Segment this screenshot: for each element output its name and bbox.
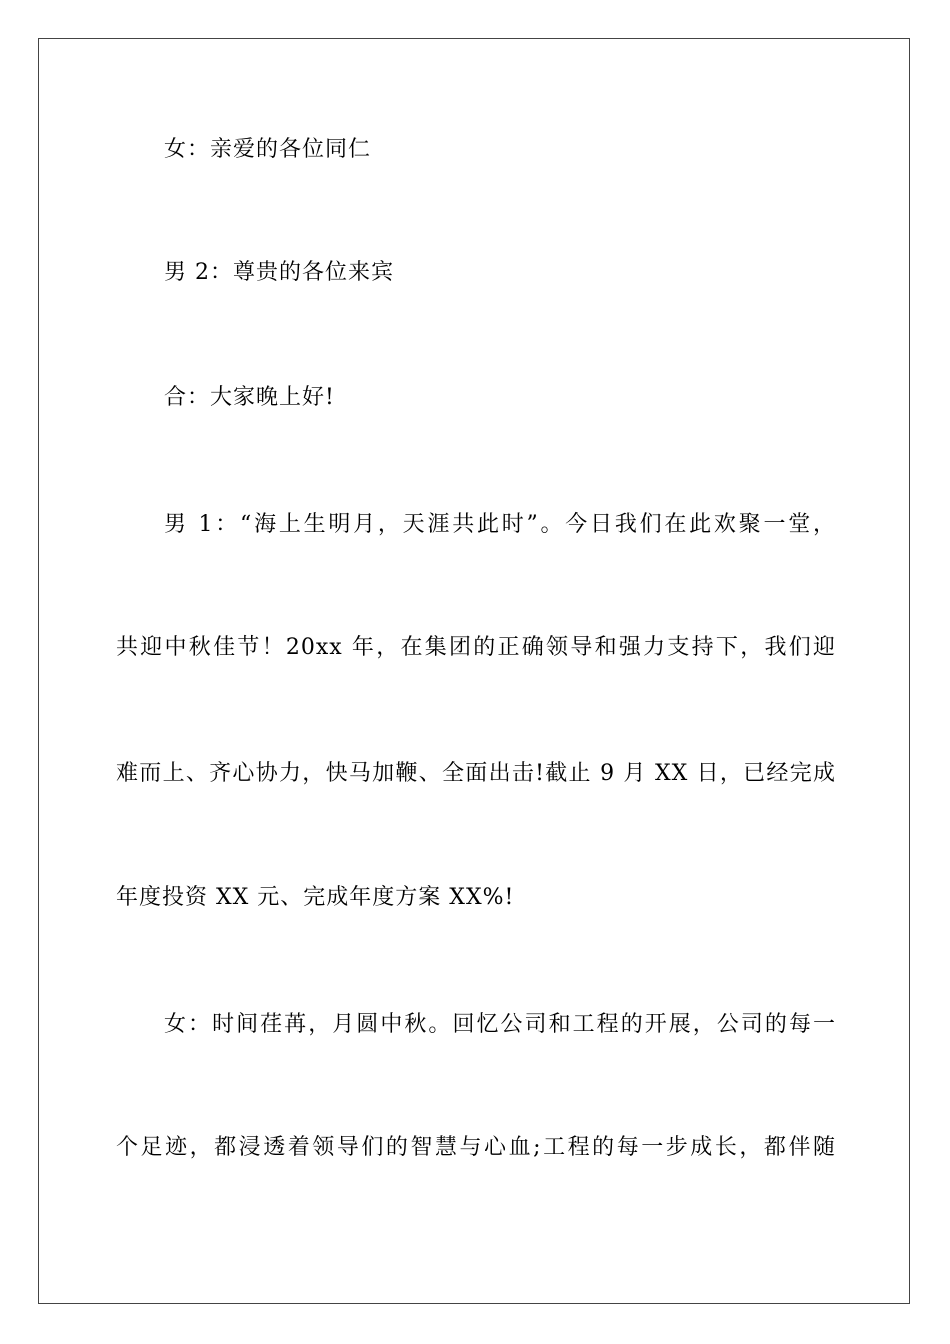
line-female-paragraph-2: 个足迹，都浸透着领导们的智慧与心血;工程的每一步成长，都伴随 (116, 1135, 836, 1160)
line-male2-greeting: 男 2：尊贵的各位来宾 (164, 260, 394, 285)
line-together-greeting: 合：大家晚上好! (164, 385, 335, 410)
line-male1-paragraph-1: 男 1：“海上生明月，天涯共此时”。今日我们在此欢聚一堂， (164, 512, 836, 537)
line-female-greeting: 女：亲爱的各位同仁 (164, 137, 372, 162)
line-male1-paragraph-3: 难而上、齐心协力，快马加鞭、全面出击!截止 9 月 XX 日，已经完成 (116, 761, 836, 786)
line-female-paragraph-1: 女：时间荏苒，月圆中秋。回忆公司和工程的开展，公司的每一 (164, 1012, 836, 1037)
line-male1-paragraph-4: 年度投资 XX 元、完成年度方案 XX%! (116, 885, 515, 910)
line-male1-paragraph-2: 共迎中秋佳节！20xx 年，在集团的正确领导和强力支持下，我们迎 (116, 635, 836, 660)
page-border (38, 38, 910, 1304)
